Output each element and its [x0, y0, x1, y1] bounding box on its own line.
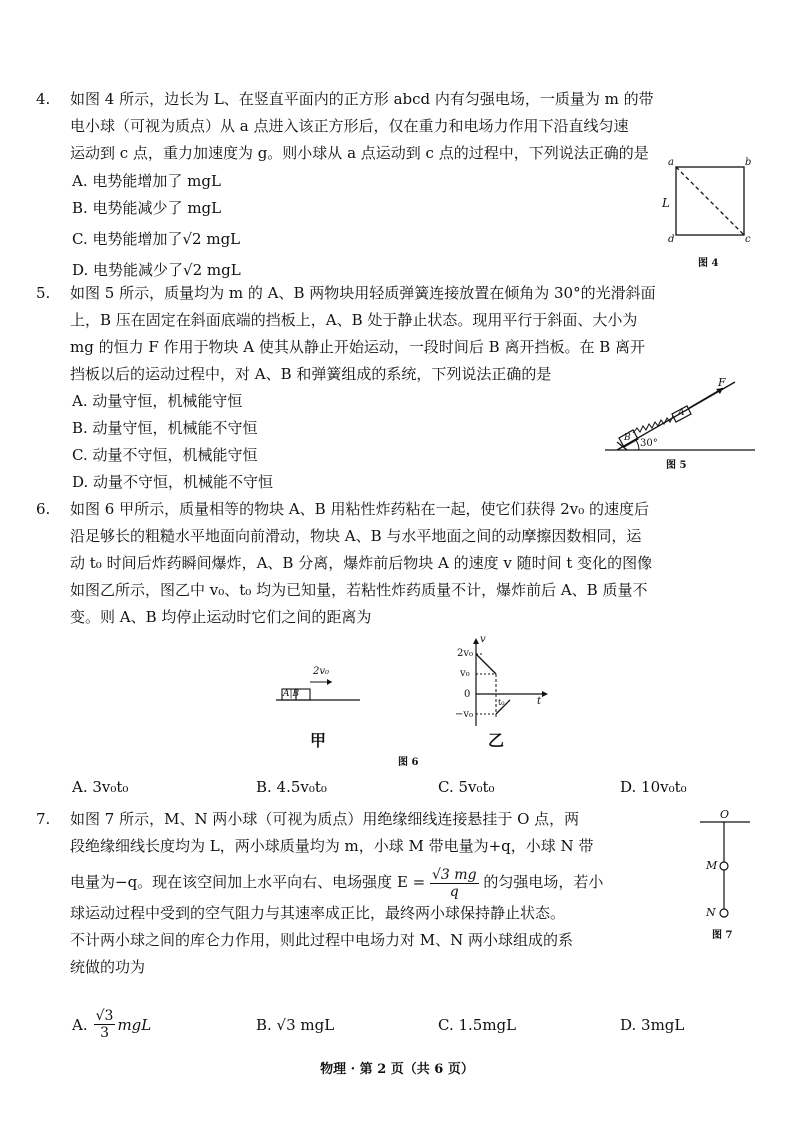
option-c: C. 电势能增加了√2 mgL — [72, 230, 241, 248]
option-a: A. 3v₀t₀ — [72, 778, 129, 796]
fraction-numerator: √3 mg — [432, 866, 477, 883]
question-text-line: 段绝缘细线长度均为 L，两小球质量均为 m，小球 M 带电量为+q，小球 N 带 — [70, 837, 594, 855]
question-text-line: 如图 7 所示，M、N 两小球（可视为质点）用绝缘细线连接悬挂于 O 点，两 — [70, 810, 580, 828]
label-B: B — [624, 433, 631, 443]
tick-0: 0 — [464, 689, 471, 700]
question-text-line: 上，B 压在固定在斜面底端的挡板上，A、B 处于静止状态。现用平行于斜面、大小为 — [70, 311, 638, 329]
jia-blocks: A|B — [283, 689, 300, 699]
option-c: C. 5v₀t₀ — [438, 778, 495, 796]
page-footer: 物理 · 第 2 页（共 6 页） — [320, 1062, 474, 1077]
option-letter: A. — [72, 1015, 88, 1034]
label-c: c — [745, 234, 751, 245]
question-text-line: 如图 6 甲所示，质量相等的物块 A、B 用粘性炸药粘在一起，使它们获得 2v₀ 的速度后 — [70, 500, 650, 518]
question-text-line: 球运动过程中受到的空气阻力与其速率成正比，最终两小球保持静止状态。 — [70, 904, 566, 922]
figure-6-yi-graph — [470, 638, 560, 728]
figure-5-caption: 图 5 — [666, 460, 687, 471]
option-c: C. 1.5mgL — [438, 1016, 517, 1034]
question-text-line: 电小球（可视为质点）从 a 点进入该正方形后，仅在重力和电场力作用下沿直线匀速 — [70, 117, 629, 135]
question-7 — [36, 806, 670, 981]
label-angle: 30° — [640, 438, 658, 449]
question-text-line: 如图乙所示，图乙中 v₀、t₀ 均为已知量，若粘性炸药质量不计，爆炸前后 A、B 质量不 — [70, 581, 648, 599]
label-L: L — [662, 196, 670, 210]
yi-label: 乙 — [488, 731, 505, 750]
tick-t0: t₀ — [498, 698, 505, 707]
option-b: B. 4.5v₀t₀ — [256, 778, 327, 796]
question-text-line: 不计两小球之间的库仑力作用，则此过程中电场力对 M、N 两小球组成的系 — [70, 931, 574, 949]
option-d: D. 10v₀t₀ — [620, 778, 687, 796]
figure-4-square — [676, 167, 746, 237]
option-b: B. √3 mgL — [256, 1016, 335, 1034]
question-4 — [36, 86, 750, 167]
field-strength-fraction — [430, 867, 479, 900]
option-a: A. 动量守恒，机械能守恒 — [72, 392, 243, 410]
label-A: A — [678, 408, 685, 418]
question-text-line: mg 的恒力 F 作用于物块 A 使其从静止开始运动，一段时间后 B 离开挡板。在 B 离开 — [70, 338, 646, 356]
fraction-denominator: q — [449, 883, 459, 900]
option-a — [72, 1008, 151, 1041]
label-O: O — [720, 808, 730, 821]
line-suffix: 的匀强电场，若小 — [483, 873, 604, 891]
line-prefix: 电量为−q。现在该空间加上水平向右、电场强度 E = — [70, 873, 426, 891]
question-text-line: 动 t₀ 时间后炸药瞬间爆炸，A、B 分离，爆炸前后物块 A 的速度 v 随时间 t 变化的图像 — [70, 554, 653, 572]
option-b: B. 电势能减少了 mgL — [72, 199, 222, 217]
label-b: b — [745, 157, 752, 168]
question-number: 6. — [36, 500, 51, 518]
question-text-line: 沿足够长的粗糙水平地面向前滑动，物块 A、B 与水平地面之间的动摩擦因数相同，运 — [70, 527, 642, 545]
option-d: D. 动量不守恒，机械能不守恒 — [72, 473, 274, 491]
option-a: A. 电势能增加了 mgL — [72, 172, 221, 190]
option-a-tail: mgL — [117, 1015, 152, 1034]
jia-speed: 2v₀ — [313, 666, 330, 677]
question-text-line: 运动到 c 点，重力加速度为 g。则小球从 a 点运动到 c 点的过程中，下列说法正确的是 — [70, 144, 649, 162]
axis-v: v — [480, 634, 486, 645]
option-d: D. 电势能减少了√2 mgL — [72, 261, 241, 279]
figure-6-caption: 图 6 — [398, 757, 419, 768]
figure-7-caption: 图 7 — [712, 930, 733, 941]
option-b: B. 动量守恒，机械能不守恒 — [72, 419, 258, 437]
fraction-numerator: √3 — [95, 1008, 114, 1024]
question-text-line: 如图 5 所示，质量均为 m 的 A、B 两物块用轻质弹簧连接放置在倾角为 30°的光滑斜面 — [70, 284, 656, 302]
question-number: 7. — [36, 810, 51, 828]
option-c: C. 动量不守恒，机械能守恒 — [72, 446, 258, 464]
label-a: a — [668, 157, 674, 168]
figure-4-caption: 图 4 — [698, 258, 719, 269]
question-6 — [36, 496, 750, 631]
fraction-denominator: 3 — [100, 1025, 109, 1041]
axis-t: t — [537, 696, 542, 707]
question-text-line: 统做的功为 — [70, 958, 146, 976]
label-F: F — [718, 376, 726, 389]
tick-neg-v0: −v₀ — [455, 709, 474, 720]
question-text-line — [70, 864, 670, 900]
option-d: D. 3mgL — [620, 1016, 685, 1034]
option-a-fraction — [94, 1008, 116, 1041]
tick-v0: v₀ — [460, 668, 470, 679]
figure-5-incline — [605, 376, 765, 456]
jia-label: 甲 — [310, 731, 327, 750]
tick-2v0: 2v₀ — [457, 648, 474, 659]
label-N: N — [706, 906, 716, 919]
question-number: 4. — [36, 90, 51, 108]
label-d: d — [668, 234, 675, 245]
question-text-line: 如图 4 所示，边长为 L、在竖直平面内的正方形 abcd 内有匀强电场，一质量为 m 的带 — [70, 90, 654, 108]
question-text-line: 变。则 A、B 均停止运动时它们之间的距离为 — [70, 608, 372, 626]
question-number: 5. — [36, 284, 51, 302]
question-5 — [36, 280, 750, 388]
label-M: M — [706, 859, 718, 872]
question-text-line: 挡板以后的运动过程中，对 A、B 和弹簧组成的系统，下列说法正确的是 — [70, 365, 552, 383]
